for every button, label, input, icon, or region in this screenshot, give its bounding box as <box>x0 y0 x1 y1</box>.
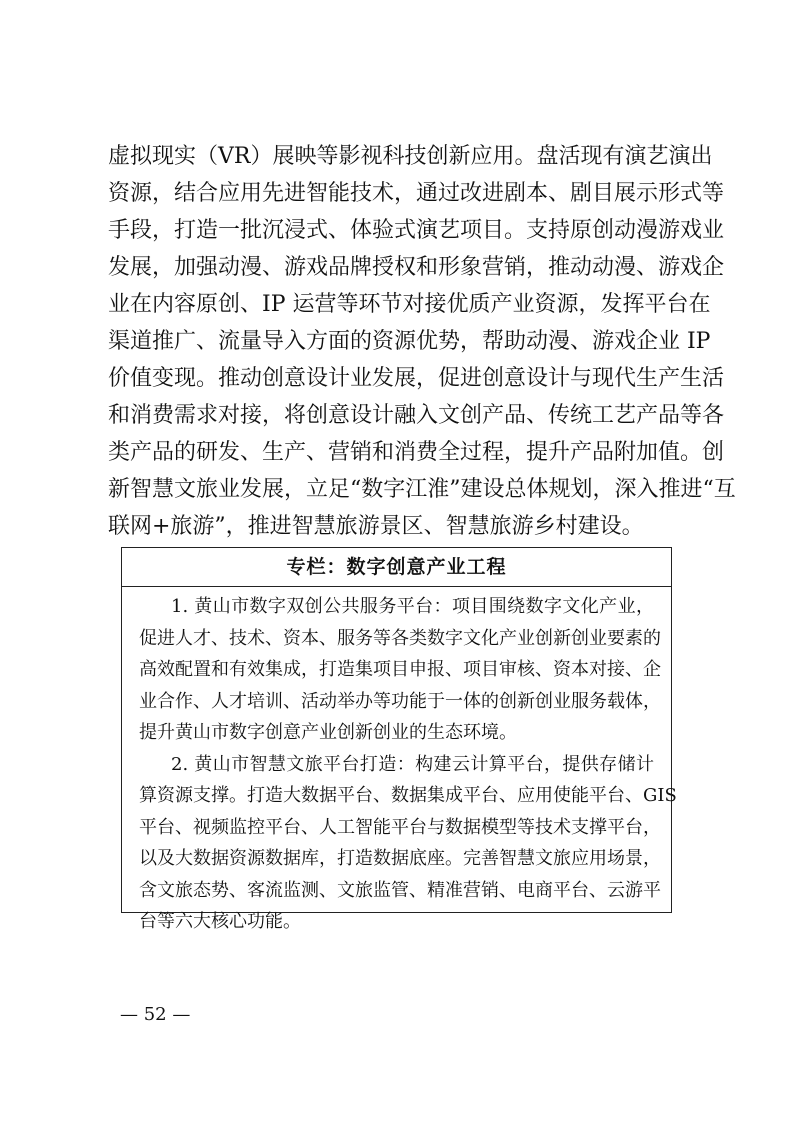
body-line: 新智慧文旅业发展，立足“数字江淮”建设总体规划，深入推进“互 <box>108 477 736 502</box>
box-item-1-line: 高效配置和有效集成，打造集项目申报、项目审核、资本对接、企 <box>139 659 661 680</box>
box-item-2-line: 2. 黄山市智慧文旅平台打造：构建云计算平台，提供存储计 <box>171 753 654 775</box>
box-item-2-line: 台等六大核心功能。 <box>139 911 301 932</box>
page-number: — 52 — <box>120 1004 191 1025</box>
body-line: 虚拟现实（VR）展映等影视科技创新应用。盘活现有演艺演出 <box>108 144 713 169</box>
box-item-1-line: 促进人才、技术、资本、服务等各类数字文化产业创新创业要素的 <box>139 627 661 649</box>
box-item-1-line: 业合作、人才培训、活动举办等功能于一体的创新创业服务载体， <box>139 690 661 712</box>
box-item-1-line: 1. 黄山市数字双创公共服务平台：项目围绕数字文化产业， <box>171 596 654 617</box>
box-item-2-line: 以及大数据资源数据库，打造数据底座。完善智慧文旅应用场景， <box>139 848 661 869</box>
box-item-1-line: 提升黄山市数字创意产业创新创业的生态环境。 <box>139 722 517 743</box>
box-body <box>122 587 677 938</box>
body-text <box>108 138 736 545</box>
body-line: 资源，结合应用先进智能技术，通过改进剧本、剧目展示形式等 <box>108 181 725 206</box>
sidebar-box-digital-creative <box>121 547 677 932</box>
box-title: 专栏：数字创意产业工程 <box>122 548 671 587</box>
body-line: 发展，加强动漫、游戏品牌授权和形象营销，推动动漫、游戏企 <box>108 255 725 280</box>
body-line: 价值变现。推动创意设计业发展，促进创意设计与现代生产生活 <box>108 366 725 391</box>
body-line: 业在内容原创、IP 运营等环节对接优质产业资源，发挥平台在 <box>108 292 711 317</box>
box-item-2-line: 算资源支撑。打造大数据平台、数据集成平台、应用使能平台、GIS <box>139 785 677 806</box>
box-item-2-line: 平台、视频监控平台、人工智能平台与数据模型等技术支撑平台， <box>139 816 661 838</box>
body-line: 和消费需求对接，将创意设计融入文创产品、传统工艺产品等各 <box>108 403 725 428</box>
body-line: 联网+旅游”，推进智慧旅游景区、智慧旅游乡村建设。 <box>108 514 644 539</box>
body-line: 渠道推广、流量导入方面的资源优势，帮助动漫、游戏企业 IP <box>108 329 711 354</box>
body-line: 手段，打造一批沉浸式、体验式演艺项目。支持原创动漫游戏业 <box>108 218 725 243</box>
box-item-2-line: 含文旅态势、客流监测、文旅监管、精准营销、电商平台、云游平 <box>139 879 661 901</box>
body-line: 类产品的研发、生产、营销和消费全过程，提升产品附加值。创 <box>108 440 725 465</box>
